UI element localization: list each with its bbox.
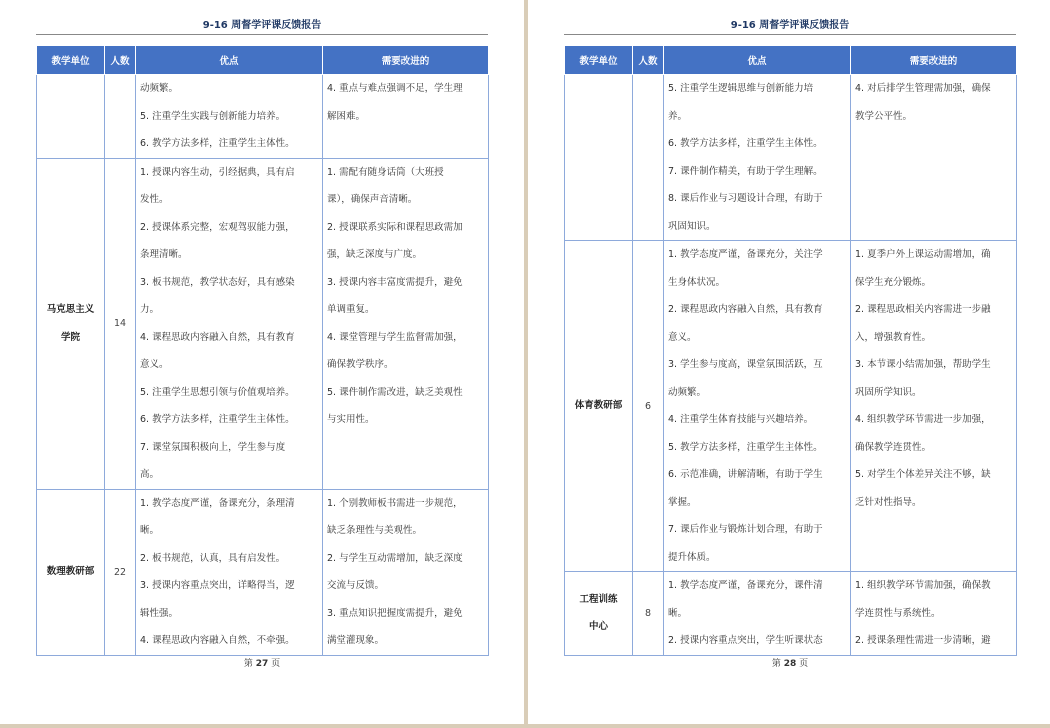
feedback-table: [564, 45, 1017, 656]
unit-cell: [37, 158, 105, 489]
pros-cell: [664, 241, 851, 572]
cons-cell: [323, 75, 489, 159]
cons-text-line: 3. 重点知识把握度需提升，避免: [327, 607, 463, 619]
table-row: [565, 75, 1017, 241]
cons-text-line: 课），确保声音清晰。: [327, 194, 418, 205]
cons-text-line: 4. 重点与难点强调不足，学生理: [327, 83, 463, 94]
cons-text-line: 确保教学秩序。: [327, 359, 394, 370]
unit-cell: [565, 572, 633, 656]
cons-cell: [851, 75, 1017, 241]
table-row: [37, 75, 489, 159]
pros-cell: [136, 158, 323, 489]
cons-text-line: 与实用性。: [327, 414, 375, 425]
pros-text-line: 3. 板书规范，教学状态好，具有感染: [140, 276, 295, 288]
cons-text-line: 1. 个别教师板书需进一步规范，: [327, 497, 463, 509]
pros-text-line: 7. 课堂氛围积极向上，学生参与度: [140, 441, 286, 453]
header-unit: 教学单位: [565, 46, 633, 75]
unit-name-line: 体育教研部: [574, 400, 623, 412]
pros-text-line: 8. 课后作业与习题设计合理，有助于: [668, 193, 823, 204]
header-pros: 优点: [136, 46, 323, 75]
pros-text-line: 5. 注重学生思想引领与价值观培养。: [140, 386, 295, 398]
cons-text-line: 学连贯性与系统性。: [855, 607, 941, 619]
count-cell: 22: [105, 489, 136, 655]
page-number-prefix: 第: [771, 659, 781, 669]
pros-text-line: 条理清晰。: [140, 249, 188, 260]
cons-text-line: 4. 课堂管理与学生监督需加强，: [327, 331, 463, 343]
pros-text-line: 巩固知识。: [668, 220, 716, 232]
page-number-value: 27: [255, 659, 269, 669]
document-page-28: [528, 0, 1050, 724]
document-page-27: [0, 0, 524, 724]
pros-cell: [664, 572, 851, 656]
header-cons: 需要改进的: [323, 46, 489, 75]
pros-text-line: 2. 板书规范，认真，具有启发性。: [140, 552, 286, 564]
table-row: [37, 489, 489, 655]
pros-text-line: 7. 课后作业与锻炼计划合理，有助于: [668, 524, 823, 535]
cons-text-line: 交流与反馈。: [327, 580, 385, 591]
page-number: [36, 656, 488, 669]
cons-text-line: 巩固所学知识。: [855, 386, 922, 398]
count-cell: [105, 75, 136, 159]
cons-text-line: 缺乏条理性与美观性。: [327, 525, 423, 536]
table-header-row: [565, 46, 1017, 75]
pros-text-line: 6. 示范准确，讲解清晰，有助于学生: [668, 469, 823, 480]
unit-cell: [565, 241, 633, 572]
pros-cell: [136, 75, 323, 159]
unit-name-line: 学院: [60, 331, 80, 343]
page-number-value: 28: [783, 659, 797, 669]
cons-cell: [323, 158, 489, 489]
unit-cell: [37, 489, 105, 655]
cons-text-line: 乏针对性指导。: [855, 496, 922, 508]
pros-text-line: 养。: [668, 110, 688, 122]
page-number-suffix: 页: [799, 659, 809, 669]
title-underline: [36, 34, 488, 35]
pros-text-line: 动频繁。: [668, 386, 707, 398]
pros-text-line: 意义。: [140, 359, 169, 370]
count-cell: 8: [633, 572, 664, 656]
cons-cell: [851, 572, 1017, 656]
page-number-suffix: 页: [271, 659, 281, 669]
cons-text-line: 2. 与学生互动需增加，缺乏深度: [327, 552, 463, 564]
cons-text-line: 2. 授课联系实际和课程思政需加: [327, 221, 463, 233]
pros-text-line: 1. 教学态度严谨，备课充分，条理清: [140, 497, 295, 509]
pros-text-line: 4. 注重学生体育技能与兴趣培养。: [668, 414, 814, 425]
pros-text-line: 生身体状况。: [668, 276, 726, 288]
header-count: 人数: [633, 46, 664, 75]
pros-text-line: 意义。: [668, 331, 697, 343]
pros-text-line: 4. 课程思政内容融入自然，具有教育: [140, 331, 295, 343]
header-unit: 教学单位: [37, 46, 105, 75]
cons-text-line: 3. 本节课小结需加强，帮助学生: [855, 359, 991, 370]
pros-text-line: 2. 授课体系完整，宏观驾驭能力强，: [140, 221, 295, 233]
cons-text-line: 1. 需配有随身话筒（大班授: [327, 166, 444, 178]
pros-text-line: 发性。: [140, 194, 169, 205]
pros-text-line: 提升体质。: [668, 551, 716, 563]
count-cell: 6: [633, 241, 664, 572]
cons-text-line: 4. 组织教学环节需进一步加强，: [855, 414, 991, 425]
pros-text-line: 力。: [140, 304, 160, 315]
cons-text-line: 1. 夏季户外上课运动需增加，确: [855, 249, 991, 260]
cons-text-line: 5. 课件制作需改进，缺乏美观性: [327, 386, 463, 398]
pros-text-line: 6. 教学方法多样，注重学生主体性。: [140, 138, 295, 149]
table-row: [565, 572, 1017, 656]
cons-text-line: 入，增强教育性。: [855, 331, 932, 343]
cons-text-line: 4. 对后排学生管理需加强，确保: [855, 83, 991, 94]
cons-text-line: 强，缺乏深度与广度。: [327, 249, 423, 260]
page-number: [564, 656, 1016, 669]
table-row: [37, 158, 489, 489]
pros-cell: [136, 489, 323, 655]
unit-cell: [565, 75, 633, 241]
header-pros: 优点: [664, 46, 851, 75]
unit-name-line: 马克思主义: [46, 304, 95, 315]
cons-text-line: 5. 对学生个体差异关注不够，缺: [855, 469, 991, 480]
table-body: [37, 75, 489, 656]
count-cell: 14: [105, 158, 136, 489]
count-cell: [633, 75, 664, 241]
unit-name-line: 工程训练: [579, 593, 618, 605]
cons-cell: [851, 241, 1017, 572]
unit-name-line: 中心: [588, 621, 608, 633]
pros-text-line: 6. 教学方法多样，注重学生主体性。: [668, 138, 823, 149]
pros-text-line: 1. 授课内容生动，引经据典，具有启: [140, 166, 295, 178]
pros-text-line: 2. 授课内容重点突出，学生听课状态: [668, 635, 823, 646]
table-body: [565, 75, 1017, 656]
cons-text-line: 2. 授课条理性需进一步清晰，避: [855, 635, 991, 646]
pros-text-line: 5. 注重学生实践与创新能力培养。: [140, 110, 286, 122]
pros-text-line: 辑性强。: [140, 607, 179, 619]
pros-text-line: 4. 课程思政内容融入自然，不牵强。: [140, 635, 295, 646]
table-header-row: [37, 46, 489, 75]
pros-text-line: 晰。: [668, 607, 688, 619]
cons-cell: [323, 489, 489, 655]
page-number-prefix: 第: [243, 659, 253, 669]
pros-text-line: 晰。: [140, 525, 160, 536]
pros-text-line: 1. 教学态度严谨，备课充分，关注学: [668, 249, 823, 260]
cons-text-line: 单调重复。: [327, 304, 375, 315]
cons-text-line: 2. 课程思政相关内容需进一步融: [855, 304, 991, 315]
cons-text-line: 解困难。: [327, 110, 366, 122]
pros-text-line: 5. 教学方法多样，注重学生主体性。: [668, 441, 823, 453]
cons-text-line: 满堂灌现象。: [327, 635, 385, 646]
feedback-table: [36, 45, 489, 656]
cons-text-line: 1. 组织教学环节需加强，确保教: [855, 580, 991, 591]
pros-text-line: 3. 学生参与度高，课堂氛围活跃，互: [668, 359, 823, 370]
cons-text-line: 教学公平性。: [855, 110, 913, 122]
pros-text-line: 高。: [140, 469, 160, 480]
header-cons: 需要改进的: [851, 46, 1017, 75]
title-underline: [564, 34, 1016, 35]
cons-text-line: 确保教学连贯性。: [855, 441, 932, 453]
page-title: 9-16 周督学评课反馈报告: [202, 20, 322, 31]
unit-name-line: 数理教研部: [46, 566, 95, 578]
pros-text-line: 6. 教学方法多样，注重学生主体性。: [140, 414, 295, 425]
pros-text-line: 2. 课程思政内容融入自然，具有教育: [668, 304, 823, 315]
unit-cell: [37, 75, 105, 159]
cons-text-line: 保学生充分锻炼。: [855, 276, 932, 288]
cons-text-line: 3. 授课内容丰富度需提升，避免: [327, 276, 463, 288]
pros-text-line: 动频繁。: [140, 83, 179, 94]
table-row: [565, 241, 1017, 572]
page-title: 9-16 周督学评课反馈报告: [730, 20, 850, 31]
pros-text-line: 5. 注重学生逻辑思维与创新能力培: [668, 83, 814, 94]
pros-text-line: 掌握。: [668, 496, 697, 508]
header-count: 人数: [105, 46, 136, 75]
pros-text-line: 1. 教学态度严谨，备课充分，课件清: [668, 580, 823, 591]
pros-text-line: 7. 课件制作精美，有助于学生理解。: [668, 165, 823, 177]
pros-cell: [664, 75, 851, 241]
pros-text-line: 3. 授课内容重点突出，详略得当，逻: [140, 580, 295, 591]
